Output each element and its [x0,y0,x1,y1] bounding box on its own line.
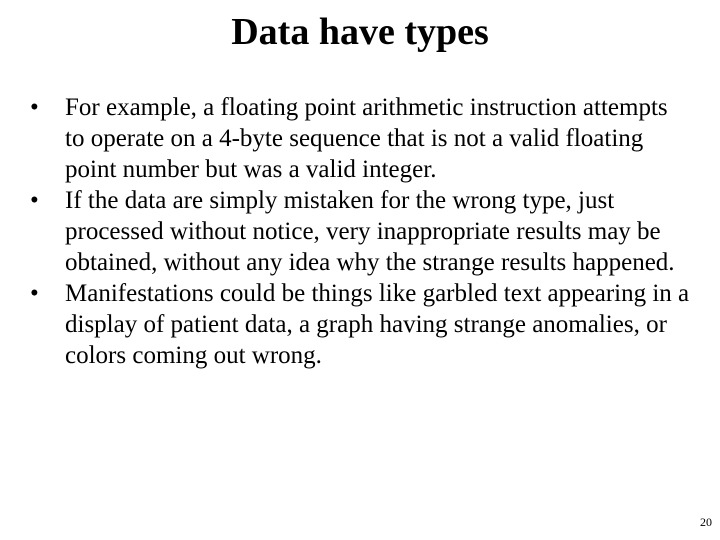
bullet-text: If the data are simply mistaken for the wrong type, just processed without notice, very inappropriate results may be obtained, without any idea why the strange results happened. [65,187,675,276]
bullet-text: Manifestations could be things like garbled text appearing in a display of patient data, a graph having strange anomalies, or colors coming out wrong. [65,280,690,369]
bullet-marker: • [30,94,39,121]
bullet-item-1 [30,92,690,185]
bullet-text: For example, a floating point arithmetic instruction attempts to operate on a 4-byte sequence that is not a valid floating point number but was a valid integer. [65,94,668,183]
bullet-marker: • [30,280,39,307]
bullet-item-2 [30,185,690,278]
bullet-item-3 [30,278,690,371]
slide-number: 20 [700,515,712,529]
slide-title: Data have types [231,11,489,53]
bullet-list [30,92,690,371]
bullet-marker: • [30,187,39,214]
